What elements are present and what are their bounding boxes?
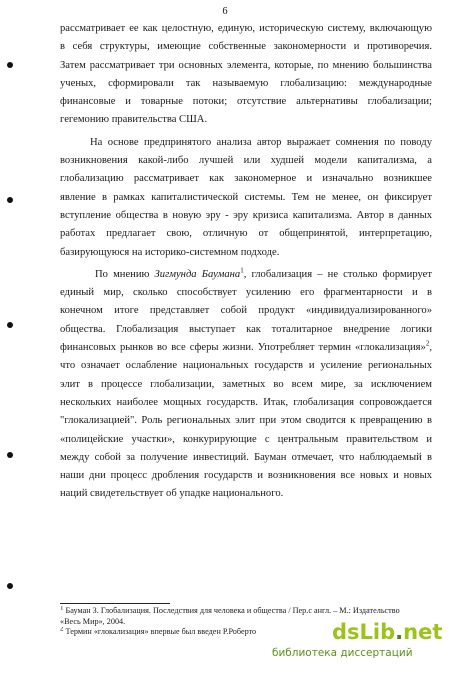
text-line: между собой за получение инвестиций. Бауман отмечает, что наблюдаемый в bbox=[60, 451, 432, 463]
watermark-subtitle: библиотека диссертаций bbox=[272, 647, 413, 659]
binding-hole bbox=[7, 322, 13, 328]
text-line: ученых, сформировали так называемую глобализацию: международные bbox=[60, 77, 432, 89]
footnote: $^2$ Термин «глокализация» впервые был введен Р.Роберто bbox=[60, 627, 432, 638]
text-line: «полицейские участки», конкурирующие с центральным правительством и bbox=[60, 433, 432, 445]
text-line: общества. Глобализация выступает как тоталитарное внедрение логики bbox=[60, 323, 432, 335]
text-line: элит в процессе глобализации, заметных во всем мире, за исключением bbox=[60, 378, 432, 390]
text-line: наций свидетельствует об упадке национального. bbox=[60, 488, 284, 500]
footnote-ref[interactable]: 2 bbox=[425, 339, 430, 348]
text-line: рассматривает ее как целостную, единую, историческую систему, включающую bbox=[60, 23, 432, 34]
author-name: Зигмунда Баумана bbox=[154, 268, 241, 280]
footnote-rule bbox=[60, 603, 170, 604]
text-line: конечном итоге представляет собой продукт «индивидуализированного» bbox=[60, 305, 432, 317]
watermark-logo[interactable]: dsLib.net bbox=[332, 620, 443, 644]
text-line: в себя структуры, имеющие собственные закономерности и противоречия. bbox=[60, 41, 432, 53]
text-line: явление в рамках капиталистической системы. Тем не менее, он фиксирует bbox=[60, 191, 432, 203]
text-line: что означает ослабление национальных государств и усиление региональных bbox=[60, 360, 432, 372]
paragraph bbox=[60, 20, 432, 130]
text-line: нескольких наиболее мощных государств. Итак, глобализация сопровождается bbox=[60, 396, 432, 408]
text-line: возникновения какой-либо лучшей или худшей модели капитализма, а bbox=[60, 155, 432, 167]
text-line: базирующуюся на историко-системном подходе. bbox=[60, 246, 280, 258]
text-line: На основе предпринятого анализа автор выражает сомнения по поводу bbox=[90, 136, 432, 148]
text-line: наши дни процесс дробления государств и возникновения все новых и новых bbox=[60, 470, 432, 482]
binding-hole bbox=[7, 583, 13, 589]
text-line: глобализацию рассматривает как закономерное и изначально возникшее bbox=[60, 173, 432, 185]
text-line: финансовые и товарные потоки; отсутствие альтернативы глобализации; bbox=[60, 96, 432, 108]
paragraph bbox=[60, 266, 432, 504]
footnote-ref[interactable]: 1 bbox=[240, 266, 244, 275]
binding-hole bbox=[7, 197, 13, 203]
text-line: финансовых рынков во все сферы жизни. Употребляет термин «глокализация»$^2$, bbox=[60, 339, 432, 354]
footnote-mark: 2 bbox=[60, 627, 64, 633]
footnote: «Весь Мир», 2004. bbox=[60, 616, 126, 626]
text-line: гегемонию правительства США. bbox=[60, 114, 208, 126]
text-line: Затем рассматривает три основных элемента, которые, по мнению большинства bbox=[60, 59, 432, 71]
footnote-mark: 1 bbox=[60, 606, 64, 612]
page-number: 6 bbox=[222, 6, 228, 17]
binding-hole bbox=[7, 62, 13, 68]
binding-hole bbox=[7, 452, 13, 458]
paragraph bbox=[60, 134, 432, 262]
body-text bbox=[60, 20, 432, 504]
text-line: По мнению Зигмунда Баумана$^1$, глобализация – не столько формирует bbox=[95, 266, 432, 280]
text-line: вступление общества в новую эру - эру кризиса капитализма. Автор в данных bbox=[60, 209, 432, 221]
text-line: единый мир, сколько способствует усилению его фрагментарности и в bbox=[60, 287, 432, 299]
text-line: "глокализацией". Роль региональных элит при этом сводится к превращению в bbox=[60, 415, 432, 427]
footnote: $^1$ Бауман З. Глобализация. Последствия для человека и общества / Пер.с англ. – М.: Издательство bbox=[60, 606, 432, 617]
text-line: работах предлагает свою, отличную от общепринятой, интерпретацию, bbox=[60, 228, 432, 240]
